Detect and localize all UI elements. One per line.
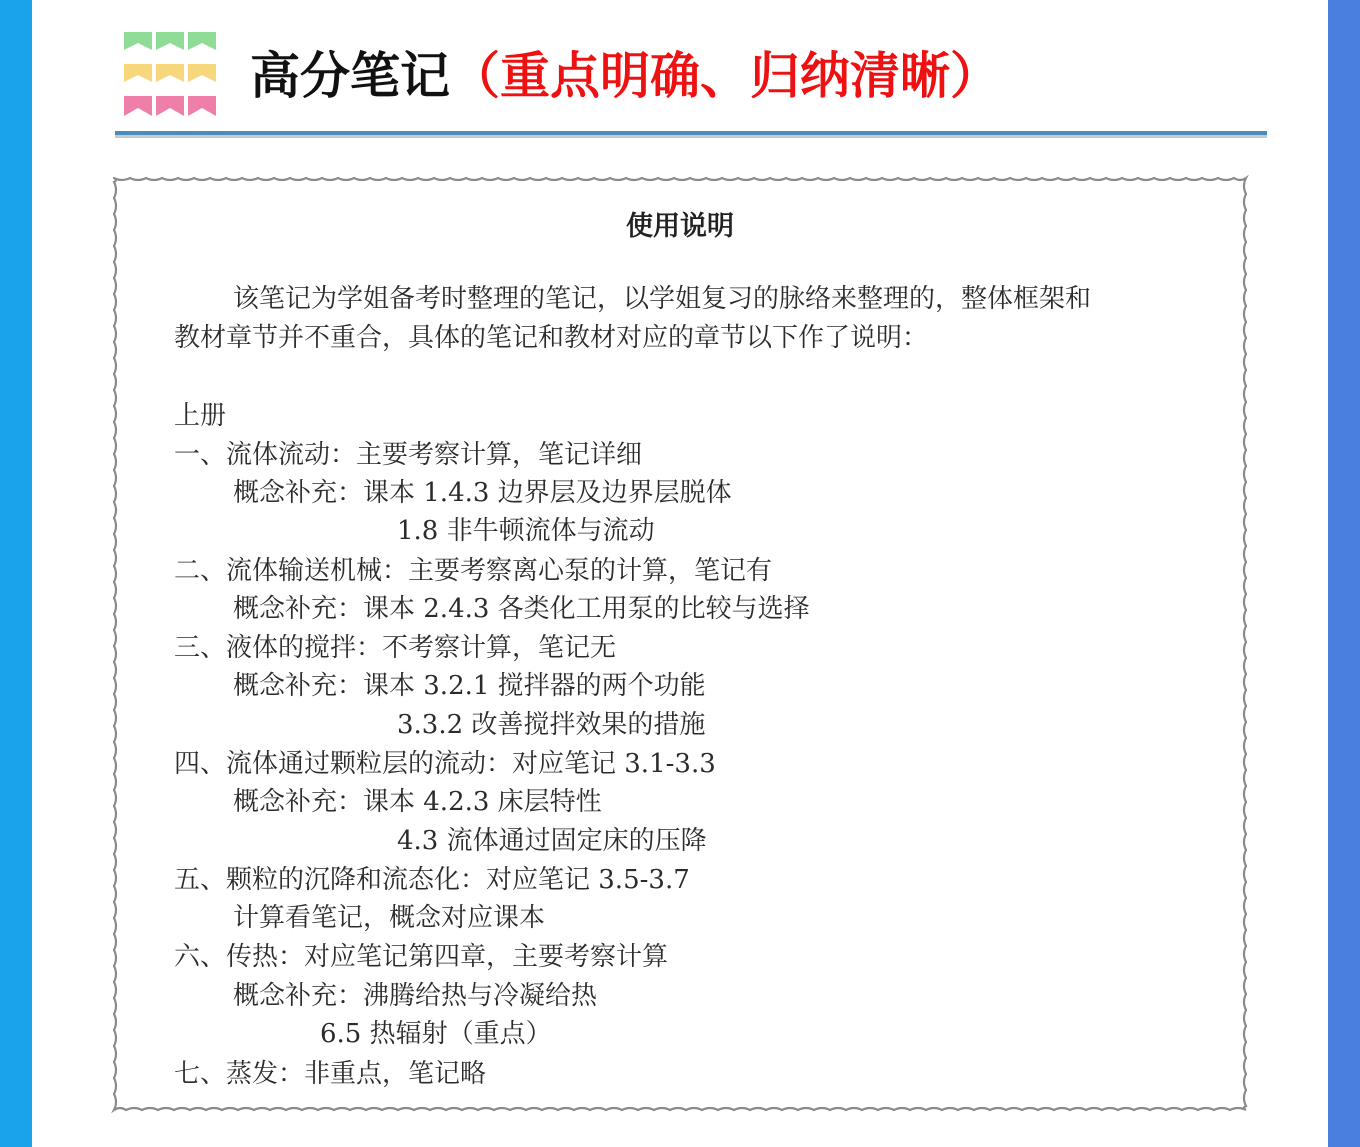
intro-line-1: 该笔记为学姐备考时整理的笔记，以学姐复习的脉络来整理的，整体框架和 xyxy=(233,284,1092,314)
bunting-flags-icon xyxy=(122,28,220,124)
left-color-band xyxy=(0,0,32,1147)
list-item: 五、颗粒的沉降和流态化：对应笔记 3.5-3.7 xyxy=(174,865,690,895)
list-item: 概念补充：课本 3.2.1 搅拌器的两个功能 xyxy=(233,671,706,701)
title-main: 高分笔记 xyxy=(250,47,450,105)
list-item: 三、液体的搅拌：不考察计算，笔记无 xyxy=(174,633,617,663)
intro-line-2: 教材章节并不重合，具体的笔记和教材对应的章节以下作了说明： xyxy=(174,323,929,353)
list-item: 七、蒸发：非重点，笔记略 xyxy=(174,1059,487,1089)
list-item: 概念补充：课本 1.4.3 边界层及边界层脱体 xyxy=(233,478,732,508)
volume-heading: 上册 xyxy=(174,401,227,431)
list-item: 3.3.2 改善搅拌效果的措施 xyxy=(397,710,706,740)
title-subtitle: （重点明确、归纳清晰） xyxy=(450,47,1000,105)
header-divider-shadow xyxy=(115,135,1267,138)
list-item: 六、传热：对应笔记第四章，主要考察计算 xyxy=(174,942,669,972)
right-color-band xyxy=(1328,0,1360,1147)
list-item: 概念补充：课本 2.4.3 各类化工用泵的比较与选择 xyxy=(233,594,810,624)
document-title: 使用说明 xyxy=(626,211,734,242)
list-item: 四、流体通过颗粒层的流动：对应笔记 3.1-3.3 xyxy=(174,749,716,779)
list-item: 计算看笔记，概念对应课本 xyxy=(233,903,546,933)
list-item: 概念补充：沸腾给热与冷凝给热 xyxy=(233,981,598,1011)
list-item: 概念补充：课本 4.2.3 床层特性 xyxy=(233,787,602,817)
list-item: 一、流体流动：主要考察计算，笔记详细 xyxy=(174,440,643,470)
list-item: 4.3 流体通过固定床的压降 xyxy=(397,826,707,856)
list-item: 二、流体输送机械：主要考察离心泵的计算，笔记有 xyxy=(174,556,773,586)
list-item: 1.8 非牛顿流体与流动 xyxy=(397,516,655,546)
list-item: 6.5 热辐射（重点） xyxy=(320,1019,552,1049)
page-title xyxy=(250,36,1000,116)
